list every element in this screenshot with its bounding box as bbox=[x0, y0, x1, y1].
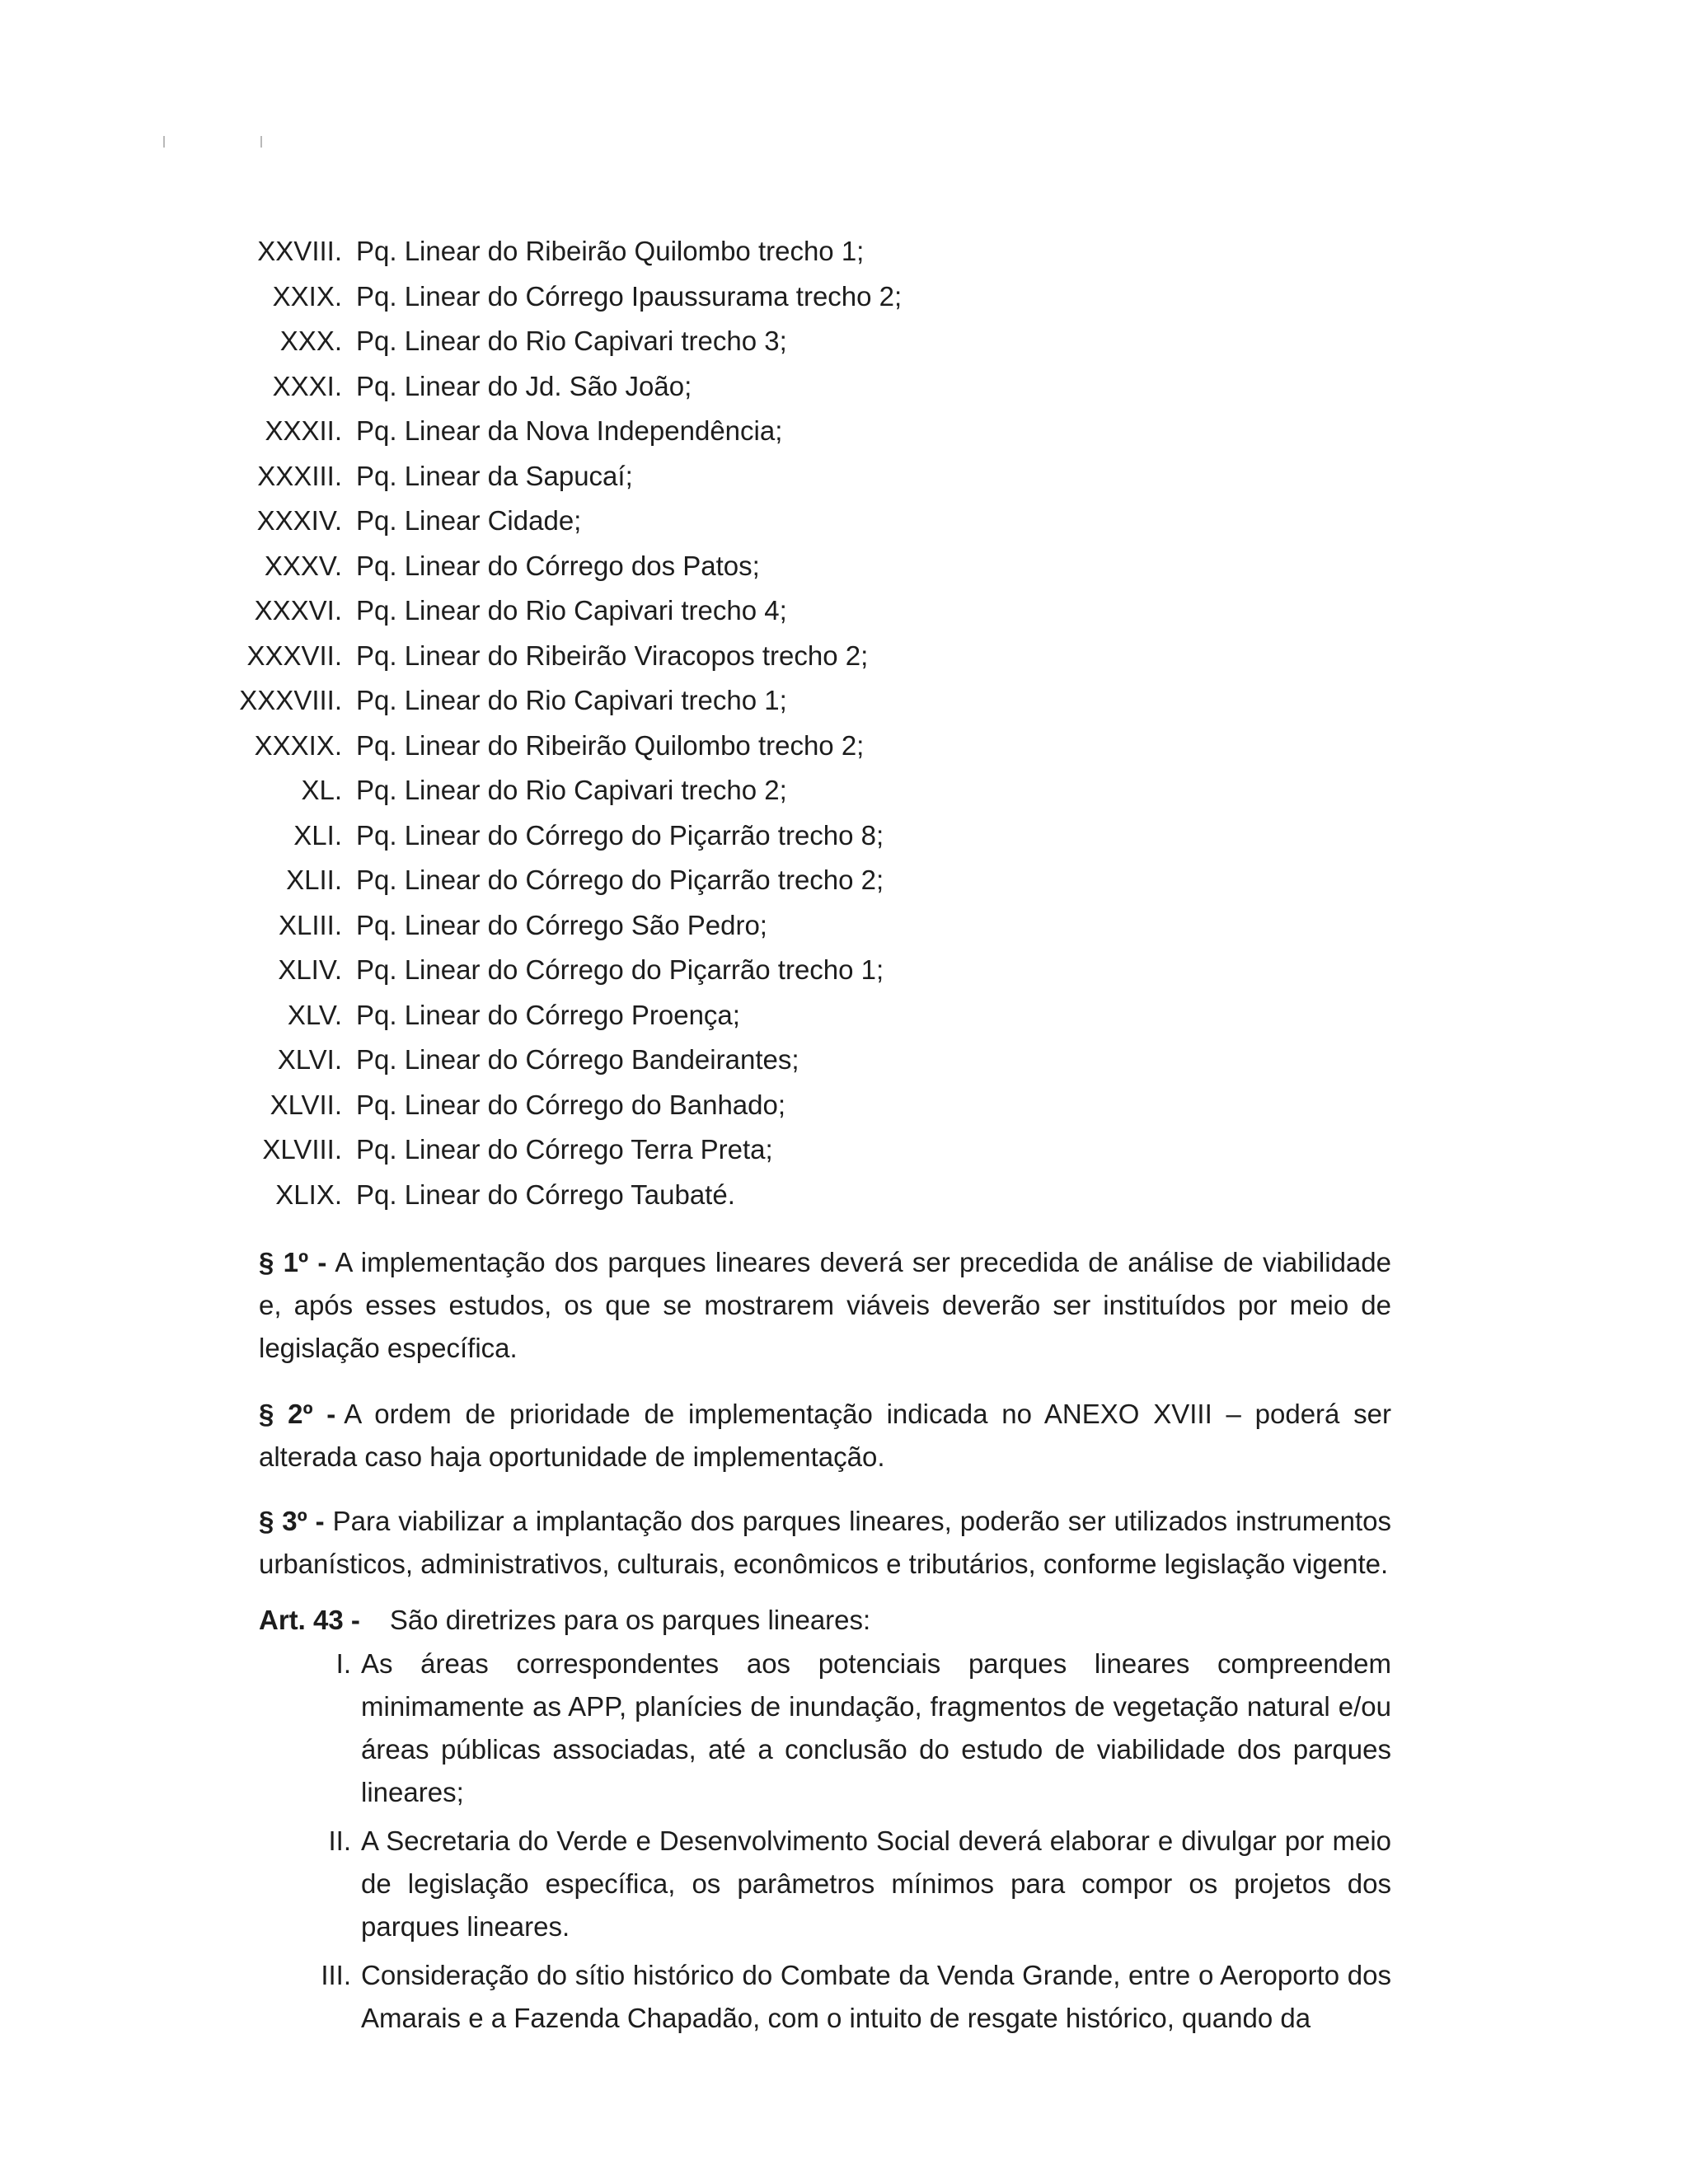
list-item-number: II. bbox=[328, 1825, 351, 1856]
list-item-text: Pq. Linear do Rio Capivari trecho 4; bbox=[356, 595, 787, 626]
list-item-text: Pq. Linear do Córrego do Piçarrão trecho 8; bbox=[356, 819, 884, 851]
list-item-number: XLIV. bbox=[278, 954, 342, 985]
list-item-number: III. bbox=[321, 1960, 351, 1990]
list-item-text: Pq. Linear do Córrego São Pedro; bbox=[356, 909, 767, 940]
list-item-text: Pq. Linear do Ribeirão Quilombo trecho 1; bbox=[356, 236, 865, 266]
list-item-text: Pq. Linear do Ribeirão Viracopos trecho 2; bbox=[356, 640, 869, 671]
list-item-text: Consideração do sítio histórico do Combate da Venda Grande, entre o Aeroporto dos Amarais e a Fazenda Chapadão, com o intuito de resgate histórico, quando da bbox=[361, 1960, 1391, 2033]
paragraph-label: § 1º - bbox=[259, 1247, 327, 1277]
list-item-text: Pq. Linear do Rio Capivari trecho 2; bbox=[356, 775, 787, 805]
list-item-number: XLV. bbox=[287, 999, 342, 1030]
list-item bbox=[0, 364, 989, 410]
list-item bbox=[0, 993, 989, 1038]
paragraph-2 bbox=[259, 1393, 1391, 1479]
paragraph-3 bbox=[259, 1500, 1391, 1586]
list-item-text: Pq. Linear do Córrego Proença; bbox=[356, 999, 740, 1030]
list-item-number: XXIX. bbox=[272, 280, 342, 312]
list-item bbox=[0, 1643, 1401, 1814]
article-label: Art. 43 - bbox=[259, 1605, 360, 1635]
list-item-text: Pq. Linear do Córrego Taubaté. bbox=[356, 1179, 735, 1210]
list-item bbox=[0, 229, 989, 274]
list-item-number: XXXV. bbox=[264, 550, 342, 581]
paragraph-1 bbox=[259, 1241, 1391, 1370]
list-item bbox=[0, 903, 989, 949]
list-item-number: XXXVI. bbox=[254, 595, 342, 626]
list-item-number: XLVI. bbox=[277, 1044, 342, 1075]
list-item bbox=[0, 768, 989, 813]
list-item-text: Pq. Linear do Córrego Terra Preta; bbox=[356, 1134, 773, 1165]
list-item bbox=[0, 544, 989, 589]
list-item-number: XXXIII. bbox=[257, 460, 342, 491]
list-item bbox=[0, 1127, 989, 1173]
list-item bbox=[0, 1083, 989, 1128]
list-item bbox=[0, 1954, 1401, 2040]
list-item-number: XXXIV. bbox=[256, 505, 342, 536]
list-item-number: XLIX. bbox=[275, 1179, 342, 1210]
list-item-number: XXX. bbox=[279, 326, 342, 356]
list-item-text: Pq. Linear do Córrego Ipaussurama trecho 2; bbox=[356, 280, 903, 312]
list-item bbox=[0, 588, 989, 634]
list-item-text: Pq. Linear do Córrego dos Patos; bbox=[356, 550, 760, 581]
paragraph-text: Para viabilizar a implantação dos parques lineares, poderão ser utilizados instrumentos urbanísticos, administrativos, culturais, econômicos e tributários, conforme legislação vigente. bbox=[259, 1506, 1391, 1579]
list-item bbox=[0, 409, 989, 454]
list-item bbox=[0, 948, 989, 993]
list-item-text: Pq. Linear do Córrego do Piçarrão trecho 1; bbox=[356, 954, 884, 985]
linear-parks-list bbox=[0, 229, 989, 1217]
list-item-text: Pq. Linear do Córrego do Piçarrão trecho 2; bbox=[356, 865, 884, 895]
list-item bbox=[0, 634, 989, 679]
list-item bbox=[0, 813, 989, 859]
scan-artifact bbox=[260, 136, 262, 148]
list-item bbox=[0, 724, 989, 769]
list-item bbox=[0, 454, 989, 499]
list-item bbox=[0, 319, 989, 364]
list-item-number: XXXI. bbox=[272, 370, 342, 401]
list-item-number: XL. bbox=[301, 775, 342, 805]
list-item-text: Pq. Linear do Rio Capivari trecho 1; bbox=[356, 685, 787, 715]
article-43-heading bbox=[259, 1599, 870, 1642]
list-item-text: Pq. Linear da Nova Independência; bbox=[356, 415, 783, 446]
list-item-number: XXXVIII. bbox=[239, 685, 342, 715]
list-item-number: XXXII. bbox=[265, 415, 342, 446]
list-item-text: Pq. Linear do Jd. São João; bbox=[356, 370, 692, 401]
article-43-directives-list bbox=[0, 1643, 1401, 2046]
list-item-text: As áreas correspondentes aos potenciais parques lineares compreendem minimamente as APP, planícies de inundação, fragmentos de vegetação natural e/ou áreas públicas associadas, até a conclusão do estudo de viabilidade dos parques lineares; bbox=[361, 1648, 1391, 1807]
list-item-text: Pq. Linear do Córrego Bandeirantes; bbox=[356, 1044, 799, 1075]
list-item bbox=[0, 1173, 989, 1218]
list-item-number: XXVIII. bbox=[257, 236, 342, 266]
list-item bbox=[0, 1820, 1401, 1948]
list-item-number: XLII. bbox=[286, 865, 342, 895]
list-item-text: Pq. Linear do Córrego do Banhado; bbox=[356, 1089, 786, 1120]
list-item-number: XXXIX. bbox=[254, 729, 342, 761]
scan-artifact bbox=[163, 136, 165, 148]
paragraph-text: A ordem de prioridade de implementação indicada no ANEXO XVIII – poderá ser alterada caso haja oportunidade de implementação. bbox=[259, 1399, 1391, 1472]
list-item-number: XLVII. bbox=[270, 1089, 342, 1120]
list-item bbox=[0, 1038, 989, 1083]
list-item bbox=[0, 678, 989, 724]
article-text: São diretrizes para os parques lineares: bbox=[389, 1605, 871, 1635]
list-item-text: Pq. Linear Cidade; bbox=[356, 505, 582, 536]
list-item-number: XLVIII. bbox=[262, 1134, 342, 1165]
list-item-text: Pq. Linear do Ribeirão Quilombo trecho 2; bbox=[356, 729, 865, 761]
list-item-number: I. bbox=[335, 1648, 351, 1679]
paragraph-label: § 3º - bbox=[259, 1506, 325, 1536]
list-item-text: Pq. Linear da Sapucaí; bbox=[356, 460, 633, 491]
list-item bbox=[0, 274, 989, 320]
list-item bbox=[0, 858, 989, 903]
list-item-text: A Secretaria do Verde e Desenvolvimento Social deverá elaborar e divulgar por meio de legislação específica, os parâmetros mínimos para compor os projetos dos parques lineares. bbox=[361, 1825, 1391, 1942]
paragraph-text: A implementação dos parques lineares deverá ser precedida de análise de viabilidade e, após esses estudos, os que se mostrarem viáveis deverão ser instituídos por meio de legislação específica. bbox=[259, 1247, 1391, 1363]
list-item-text: Pq. Linear do Rio Capivari trecho 3; bbox=[356, 326, 787, 356]
list-item-number: XLI. bbox=[293, 819, 342, 851]
list-item bbox=[0, 499, 989, 544]
paragraph-label: § 2º - bbox=[259, 1399, 336, 1429]
list-item-number: XLIII. bbox=[278, 909, 342, 940]
list-item-number: XXXVII. bbox=[246, 640, 342, 671]
